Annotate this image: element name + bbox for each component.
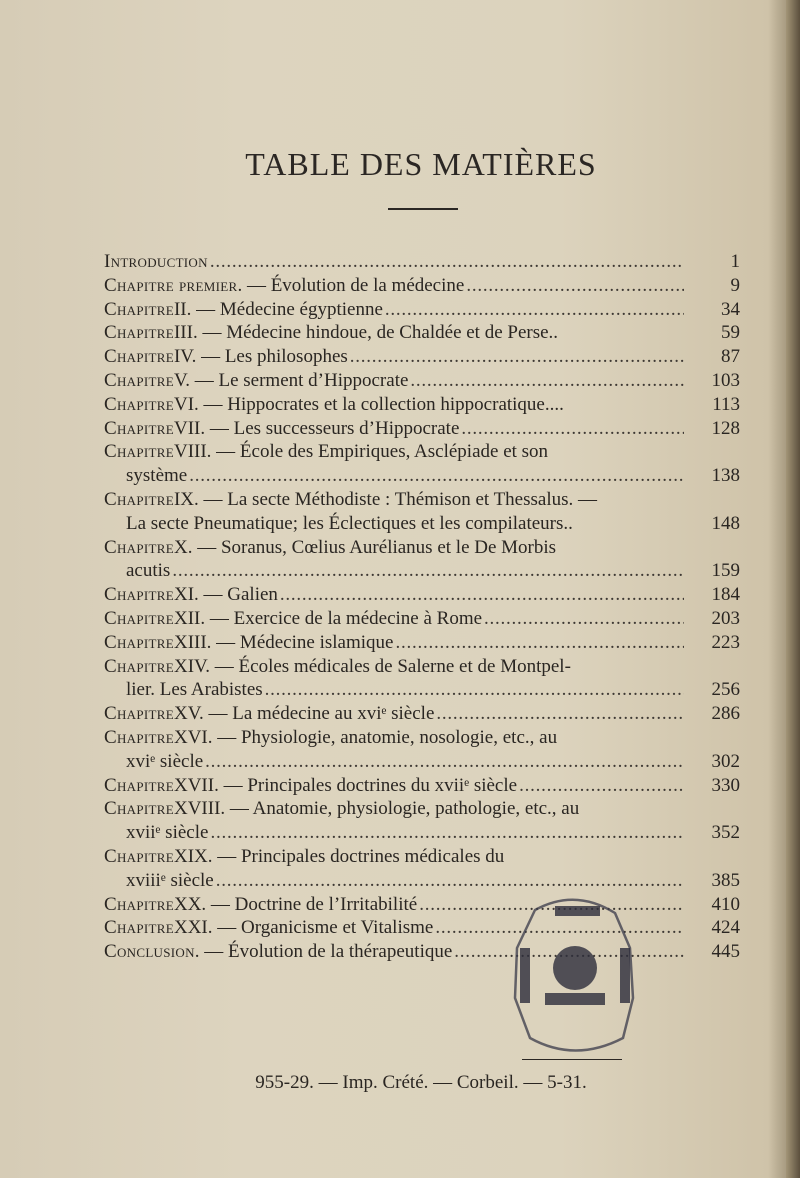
toc-entry-line: [104, 512, 686, 536]
leader-dots: [172, 559, 684, 583]
toc-entry: [104, 631, 740, 655]
toc-page-number: 59: [721, 322, 740, 344]
toc-entry-label: Chapitre: [104, 369, 174, 391]
toc-entry-label: Chapitre: [104, 488, 174, 510]
toc-entry: [104, 655, 740, 703]
toc-entry-title: VI. — Hippocrates et la collection hippocratique....: [173, 393, 564, 415]
leader-dots: [466, 274, 684, 298]
toc-entry-title: système: [126, 465, 188, 487]
toc-entry: [104, 393, 740, 417]
toc-entry-title: acutis: [126, 560, 171, 582]
toc-entry-line: [104, 488, 686, 512]
toc-entry-label: Chapitre: [104, 536, 174, 558]
leader-dots: [265, 678, 684, 702]
toc-page-number: 87: [721, 346, 740, 368]
toc-page-number: 103: [711, 369, 740, 391]
toc-entry-line: [104, 774, 686, 798]
leader-dots: [210, 250, 684, 274]
toc-entry-title: XIX. — Principales doctrines médicales du: [173, 845, 505, 867]
leader-dots: [350, 345, 684, 369]
toc-entry-title: II. — Médecine égyptienne: [173, 298, 383, 320]
toc-entry-title: XI. — Galien: [173, 584, 278, 606]
toc-entry-title: xviiiᵉ siècle: [126, 869, 214, 891]
toc-entry-line: [104, 274, 686, 298]
toc-entry-label: Chapitre: [104, 298, 174, 320]
toc-entry-line: [104, 250, 686, 274]
toc-entry: [104, 250, 740, 274]
toc-entry-title: . — Évolution de la thérapeutique: [194, 941, 453, 963]
page-title: TABLE DES MATIÈRES: [245, 146, 597, 182]
toc-page-number: 148: [711, 512, 740, 534]
toc-entry-label: Chapitre: [104, 798, 174, 820]
leader-dots: [461, 417, 684, 441]
toc-entry-line: [104, 345, 686, 369]
toc-entry-label: Chapitre: [104, 346, 174, 368]
toc-entry-label: Chapitre: [104, 322, 174, 344]
library-stamp: [505, 888, 645, 1063]
toc-entry-title: X. — Soranus, Cœlius Aurélianus et le De Morbis: [173, 536, 557, 558]
toc-page-number: 184: [711, 584, 740, 606]
toc-entry-line: [104, 631, 686, 655]
leader-dots: [395, 631, 684, 655]
toc-entry-label: Chapitre: [104, 893, 174, 915]
leader-dots: [385, 298, 684, 322]
toc-entry-label: Chapitre: [104, 417, 174, 439]
leader-dots: [210, 821, 684, 845]
toc-page-number: 385: [711, 869, 740, 891]
toc-page-number: 302: [711, 750, 740, 772]
toc-entry-title: XII. — Exercice de la médecine à Rome: [173, 607, 483, 629]
toc-page-number: 410: [711, 893, 740, 915]
toc-page-number: 34: [721, 298, 740, 320]
toc-entry-line: [104, 702, 686, 726]
toc-entry-title: XVIII. — Anatomie, physiologie, pathologie, etc., au: [173, 798, 580, 820]
toc-entry: [104, 274, 740, 298]
toc-entry-line: [104, 369, 686, 393]
toc-entry-label: Conclusion: [104, 941, 195, 963]
toc-entry-line: [104, 559, 686, 583]
toc-entry-line: [104, 678, 686, 702]
toc-entry-label: Introduction: [104, 251, 208, 272]
toc-entry-title: XXI. — Organicisme et Vitalisme: [173, 917, 434, 939]
toc-entry-label: Chapitre: [104, 845, 174, 867]
toc-entry-label: Chapitre: [104, 393, 174, 415]
toc-entry-title: XIII. — Médecine islamique: [173, 631, 394, 653]
table-of-contents: [104, 250, 740, 964]
toc-entry-line: [104, 583, 686, 607]
toc-entry: [104, 298, 740, 322]
toc-entry: [104, 417, 740, 441]
toc-entry-line: [104, 726, 686, 750]
toc-entry-title: XIV. — Écoles médicales de Salerne et de Montpel-: [173, 655, 571, 677]
toc-entry-line: [104, 321, 686, 345]
toc-page-number: 1: [730, 251, 740, 272]
toc-entry-label: Chapitre: [104, 631, 174, 653]
toc-page-number: 256: [711, 679, 740, 701]
toc-page-number: 9: [730, 274, 740, 296]
toc-entry-label: Chapitre: [104, 655, 174, 677]
leader-dots: [436, 702, 684, 726]
toc-entry: [104, 488, 740, 536]
toc-entry: [104, 440, 740, 488]
leader-dots: [519, 774, 684, 798]
toc-entry: [104, 845, 740, 893]
toc-entry-line: [104, 655, 686, 679]
toc-entry: [104, 726, 740, 774]
leader-dots: [484, 607, 684, 631]
toc-page-number: 159: [711, 560, 740, 582]
leader-dots: [189, 464, 684, 488]
footer-rule: [522, 1059, 622, 1060]
toc-entry: [104, 369, 740, 393]
toc-entry-label: Chapitre: [104, 584, 174, 606]
toc-entry-title: IX. — La secte Méthodiste : Thémison et Thessalus. —: [173, 488, 597, 510]
title-rule: [388, 208, 458, 210]
toc-entry: [104, 583, 740, 607]
toc-entry-line: [104, 393, 686, 417]
leader-dots: [410, 369, 684, 393]
toc-entry-line: [104, 417, 686, 441]
toc-entry-label: Chapitre: [104, 703, 174, 725]
toc-page-number: 138: [711, 465, 740, 487]
toc-entry-label: Chapitre: [104, 726, 174, 748]
toc-page-number: 223: [711, 631, 740, 653]
toc-entry-title: III. — Médecine hindoue, de Chaldée et de Perse..: [173, 322, 559, 344]
toc-entry-label: Chapitre: [104, 441, 174, 463]
toc-entry: [104, 774, 740, 798]
toc-entry: [104, 345, 740, 369]
toc-page-number: 128: [711, 417, 740, 439]
toc-entry-title: XX. — Doctrine de l’Irritabilité: [173, 893, 418, 915]
toc-entry-label: Chapitre: [104, 774, 174, 796]
toc-entry-title: xviᵉ siècle: [126, 750, 204, 772]
toc-entry-label: Chapitre: [104, 607, 174, 629]
toc-entry: [104, 797, 740, 845]
toc-entry-label: Chapitre: [104, 917, 174, 939]
toc-entry: [104, 607, 740, 631]
toc-page-number: 445: [711, 941, 740, 963]
leader-dots: [280, 583, 684, 607]
toc-entry-title: XVII. — Principales doctrines du xviiᵉ siècle: [173, 774, 518, 796]
toc-page-number: 203: [711, 607, 740, 629]
toc-page-number: 352: [711, 822, 740, 844]
toc-page-number: 113: [712, 393, 740, 415]
toc-entry-line: [104, 845, 686, 869]
toc-entry-line: [104, 536, 686, 560]
toc-entry: [104, 536, 740, 584]
toc-page-number: 330: [711, 774, 740, 796]
toc-entry-title: VII. — Les successeurs d’Hippocrate: [173, 417, 460, 439]
toc-entry-line: [104, 750, 686, 774]
toc-page-number: 286: [711, 703, 740, 725]
toc-entry-title: lier. Les Arabistes: [126, 679, 263, 701]
toc-entry-line: [104, 797, 686, 821]
toc-entry-line: [104, 440, 686, 464]
toc-page-number: 424: [711, 917, 740, 939]
toc-entry-line: [104, 298, 686, 322]
toc-entry-line: [104, 821, 686, 845]
toc-entry: [104, 321, 740, 345]
toc-entry-label: Chapitre premier: [104, 274, 238, 296]
toc-entry-line: [104, 464, 686, 488]
toc-entry-title: IV. — Les philosophes: [173, 346, 348, 368]
toc-entry-title: XV. — La médecine au xviᵉ siècle: [173, 703, 435, 725]
toc-entry-line: [104, 607, 686, 631]
toc-entry-title: La secte Pneumatique; les Éclectiques et les compilateurs..: [126, 512, 573, 534]
toc-entry-title: xviiᵉ siècle: [126, 822, 209, 844]
toc-entry-title: . — Évolution de la médecine: [237, 274, 465, 296]
imprint-footer: 955-29. — Imp. Crété. — Corbeil. — 5-31.: [255, 1072, 587, 1093]
toc-entry-title: V. — Le serment d’Hippocrate: [173, 369, 409, 391]
leader-dots: [205, 750, 684, 774]
toc-entry-title: VIII. — École des Empiriques, Asclépiade et son: [173, 441, 549, 463]
toc-entry-title: XVI. — Physiologie, anatomie, nosologie, etc., au: [173, 726, 558, 748]
toc-entry: [104, 702, 740, 726]
